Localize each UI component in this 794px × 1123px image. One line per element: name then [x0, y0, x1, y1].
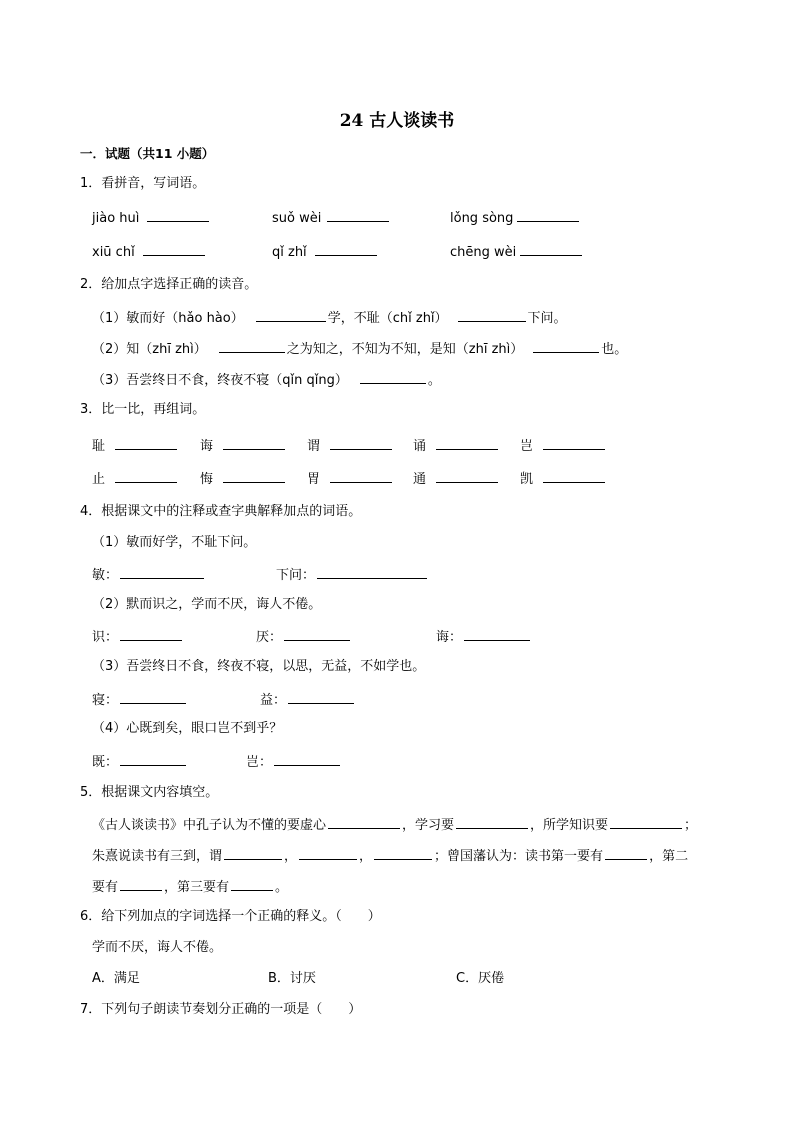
- q4-answer: [92, 627, 184, 647]
- answer-blank[interactable]: [288, 690, 354, 704]
- answer-blank[interactable]: [328, 815, 400, 829]
- q3-char-cell: [92, 469, 179, 489]
- char: 凯: [520, 472, 534, 487]
- char: 谓: [307, 439, 321, 454]
- q4-answer: [92, 565, 206, 585]
- q2-text: （2）知（zhī zhì）: [92, 342, 207, 357]
- q3-char-cell: [520, 436, 607, 456]
- q6-stem: 6．给下列加点的字词选择一个正确的释义。（ ）: [80, 909, 381, 924]
- q2-stem: 2．给加点字选择正确的读音。: [80, 277, 258, 292]
- q5-text: 。: [275, 880, 289, 895]
- pinyin: jiào huì: [92, 211, 140, 226]
- q2-line-1: [92, 308, 567, 328]
- answer-blank[interactable]: [610, 815, 682, 829]
- answer-blank[interactable]: [115, 436, 177, 450]
- q5-text: ，第三要有: [164, 880, 230, 895]
- q6-option-a[interactable]: A．满足: [92, 971, 140, 986]
- q3-char-cell: [520, 469, 607, 489]
- answer-blank[interactable]: [256, 308, 326, 322]
- answer-blank[interactable]: [543, 436, 605, 450]
- answer-blank[interactable]: [605, 846, 647, 860]
- q4-answer: [436, 627, 532, 647]
- q5-paragraph-line-1: [92, 815, 697, 835]
- answer-blank[interactable]: [520, 242, 582, 256]
- section-heading: 一．试题（共11 小题）: [80, 146, 215, 161]
- answer-blank[interactable]: [223, 436, 285, 450]
- pinyin: chēng wèi: [450, 245, 517, 260]
- q5-text: ，第二: [649, 849, 689, 864]
- q4-answer: [92, 752, 188, 772]
- q1-item-1: [92, 208, 211, 228]
- q1-item-6: [450, 242, 584, 262]
- answer-blank[interactable]: [120, 565, 204, 579]
- pinyin: xiū chǐ: [92, 245, 135, 260]
- q2-text: （3）吾尝终日不食，终夜不寝（qǐn qǐng）: [92, 373, 348, 388]
- q4-sentence-4: （4）心既到矣，眼口岂不到乎？: [92, 721, 283, 736]
- answer-blank[interactable]: [299, 846, 357, 860]
- char: 诲: [200, 439, 214, 454]
- q3-char-cell: [200, 436, 287, 456]
- q1-stem: 1．看拼音，写词语。: [80, 176, 206, 191]
- answer-blank[interactable]: [330, 469, 392, 483]
- q5-text: ，: [359, 849, 373, 864]
- term: 诲：: [436, 630, 463, 645]
- q5-paragraph-line-3: [92, 877, 288, 897]
- q1-item-5: [272, 242, 379, 262]
- q5-text: ，所学知识要: [530, 818, 609, 833]
- answer-blank[interactable]: [374, 846, 432, 860]
- answer-blank[interactable]: [317, 565, 427, 579]
- q4-answer: [276, 565, 429, 585]
- char: 悔: [200, 472, 214, 487]
- q4-answer: [92, 690, 188, 710]
- q4-stem: 4．根据课文中的注释或查字典解释加点的词语。: [80, 504, 362, 519]
- q4-sentence-2: （2）默而识之，学而不厌，诲人不倦。: [92, 597, 322, 612]
- q5-text: 朱熹说读书有三到，谓: [92, 849, 223, 864]
- answer-blank[interactable]: [115, 469, 177, 483]
- answer-blank[interactable]: [330, 436, 392, 450]
- term: 益：: [260, 693, 287, 708]
- answer-blank[interactable]: [327, 208, 389, 222]
- char: 止: [92, 472, 106, 487]
- q4-sentence-1: （1）敏而好学，不耻下问。: [92, 535, 257, 550]
- term: 下问：: [276, 568, 316, 583]
- char: 诵: [413, 439, 427, 454]
- q4-answer: [246, 752, 342, 772]
- answer-blank[interactable]: [543, 469, 605, 483]
- q2-text: 学，不耻（chǐ zhǐ）: [327, 311, 448, 326]
- q4-answer: [256, 627, 352, 647]
- answer-blank[interactable]: [224, 846, 282, 860]
- q5-text: ，学习要: [402, 818, 455, 833]
- term: 岂：: [246, 755, 273, 770]
- q2-text: （1）敏而好（hǎo hào）: [92, 311, 244, 326]
- answer-blank[interactable]: [147, 208, 209, 222]
- q4-answer: [260, 690, 356, 710]
- q6-sentence: 学而不厌，诲人不倦。: [92, 940, 223, 955]
- q3-char-cell: [413, 469, 500, 489]
- answer-blank[interactable]: [120, 627, 182, 641]
- q3-char-cell: [307, 436, 394, 456]
- q3-char-cell: [92, 436, 179, 456]
- q2-line-2: [92, 339, 627, 359]
- answer-blank[interactable]: [464, 627, 530, 641]
- answer-blank[interactable]: [533, 339, 599, 353]
- answer-blank[interactable]: [456, 815, 528, 829]
- page-title: 24 古人谈读书: [339, 111, 455, 131]
- pinyin: lǒng sòng: [450, 211, 514, 226]
- char: 胃: [307, 472, 321, 487]
- term: 厌：: [256, 630, 283, 645]
- q1-item-3: [450, 208, 581, 228]
- q2-text: 。: [427, 373, 441, 388]
- char: 岂: [520, 439, 534, 454]
- answer-blank[interactable]: [436, 469, 498, 483]
- q3-char-cell: [200, 469, 287, 489]
- q2-line-3: [92, 370, 441, 390]
- answer-blank[interactable]: [436, 436, 498, 450]
- answer-blank[interactable]: [315, 242, 377, 256]
- q5-text: ；: [684, 818, 698, 833]
- q5-stem: 5．根据课文内容填空。: [80, 785, 219, 800]
- answer-blank[interactable]: [458, 308, 526, 322]
- char: 耻: [92, 439, 106, 454]
- answer-blank[interactable]: [517, 208, 579, 222]
- term: 识：: [92, 630, 119, 645]
- q5-text: ，: [284, 849, 298, 864]
- answer-blank[interactable]: [143, 242, 205, 256]
- answer-blank[interactable]: [360, 370, 426, 384]
- q2-text: 下问。: [527, 311, 567, 326]
- q5-text: 要有: [92, 880, 119, 895]
- answer-blank[interactable]: [120, 690, 186, 704]
- answer-blank[interactable]: [274, 752, 340, 766]
- answer-blank[interactable]: [223, 469, 285, 483]
- q1-item-2: [272, 208, 391, 228]
- answer-blank[interactable]: [231, 877, 273, 891]
- q5-paragraph-line-2: [92, 846, 688, 866]
- char: 通: [413, 472, 427, 487]
- q5-text: 《古人谈读书》中孔子认为不懂的要虚心: [92, 818, 327, 833]
- answer-blank[interactable]: [120, 752, 186, 766]
- answer-blank[interactable]: [284, 627, 350, 641]
- q1-item-4: [92, 242, 207, 262]
- pinyin: suǒ wèi: [272, 211, 322, 226]
- q2-text: 也。: [601, 342, 628, 357]
- q5-text: ；曾国藩认为：读书第一要有: [434, 849, 604, 864]
- q3-char-cell: [413, 436, 500, 456]
- q3-char-cell: [307, 469, 394, 489]
- answer-blank[interactable]: [219, 339, 285, 353]
- term: 既：: [92, 755, 119, 770]
- q2-text: 之为知之，不知为不知，是知（zhī zhì）: [286, 342, 524, 357]
- answer-blank[interactable]: [120, 877, 162, 891]
- q3-stem: 3．比一比，再组词。: [80, 402, 206, 417]
- q6-option-b[interactable]: B．讨厌: [268, 971, 316, 986]
- term: 寝：: [92, 693, 119, 708]
- pinyin: qǐ zhǐ: [272, 245, 307, 260]
- q6-option-c[interactable]: C．厌倦: [456, 971, 505, 986]
- q7-stem: 7．下列句子朗读节奏划分正确的一项是（ ）: [80, 1002, 362, 1017]
- q4-sentence-3: （3）吾尝终日不食，终夜不寝，以思，无益，不如学也。: [92, 659, 426, 674]
- term: 敏：: [92, 568, 119, 583]
